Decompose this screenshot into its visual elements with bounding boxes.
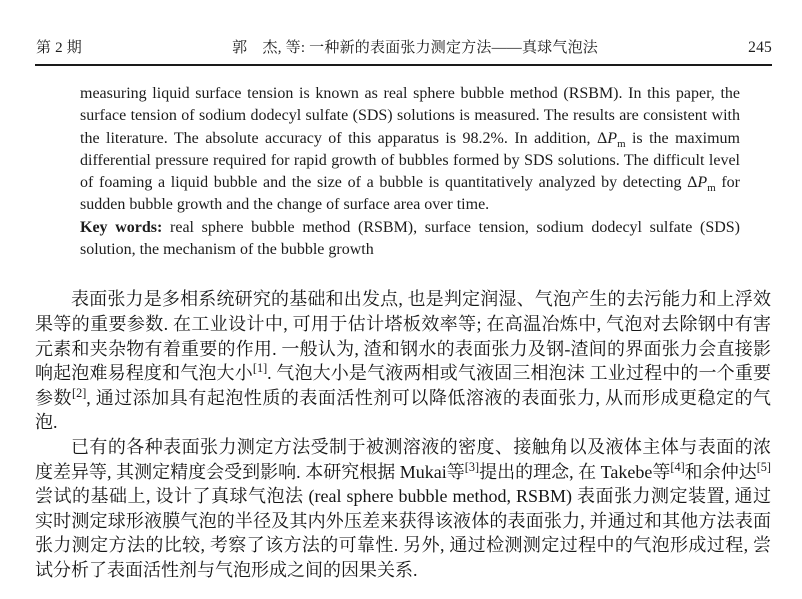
keywords-label: Key words:	[80, 218, 163, 236]
chinese-body	[35, 287, 771, 582]
keywords-line	[80, 217, 740, 262]
running-head	[36, 36, 772, 57]
page-number: 245	[748, 39, 772, 56]
body-paragraph-1: 表面张力是多相系统研究的基础和出发点, 也是判定润湿、气泡产生的去污能力和上浮效果等的重要参数. 在工业设计中, 可用于估计塔板效率等; 在高温冶炼中, 气泡对去除钢中有害元素和夹杂物有着重要的作用. 一般认为, 渣和钢水的表面张力及钢-渣间的界面张力会直接影响起泡难易程度和气泡大小[1]. 气泡大小是气液两相或气液固三相泡沫 工业过程中的一个重要参数[2], 通过添加具有起泡性质的表面活性剂可以降低溶液的表面张力, 从而形成更稳定的气泡.	[35, 289, 772, 433]
english-abstract	[80, 83, 740, 261]
header-rule	[35, 64, 772, 66]
abstract-paragraph: measuring liquid surface tension is known as real sphere bubble method (RSBM). In this paper, the surface tension of sodium dodecyl sulfate (SDS) solutions is measured. The results are consistent with the literature. The absolute accuracy of this apparatus is 98.2%. In addition, $\Delta P_m$ is the maximum differential pressure required for rapid growth of bubbles formed by SDS solutions. The difficult level of foaming a liquid bubble and the size of a bubble is quantitatively analyzed by detecting $\Delta P_m$ for sudden bubble growth and the change of surface area over time.	[80, 85, 741, 214]
journal-issue: 第 2 期	[36, 40, 83, 56]
keywords-text: real sphere bubble method (RSBM), surface tension, sodium dodecyl sulfate (SDS) solution, the mechanism of the bubble growth	[80, 218, 741, 259]
body-paragraph-2: 已有的各种表面张力测定方法受制于被测溶液的密度、接触角以及液体主体与表面的浓度差异等, 其测定精度会受到影响. 本研究根据 Mukai等[3]提出的理念, 在 Takebe等[4]和余仲达[5]尝试的基础上, 设计了真球气泡法 (real sphere bubble method, RSBM) 表面张力测定装置, 通过实时测定球形液膜气泡的半径及其内外压差来获得该液体的表面张力, 并通过和其他方法表面张力测定方法的比较, 考察了该方法的可靠性. 另外, 通过检测测定过程中的气泡形成过程, 尝试分析了表面活性剂与气泡形成之间的因果关系.	[35, 436, 771, 580]
running-head-title: 郭 杰, 等: 一种新的表面张力测定方法——真球气泡法	[232, 40, 598, 56]
